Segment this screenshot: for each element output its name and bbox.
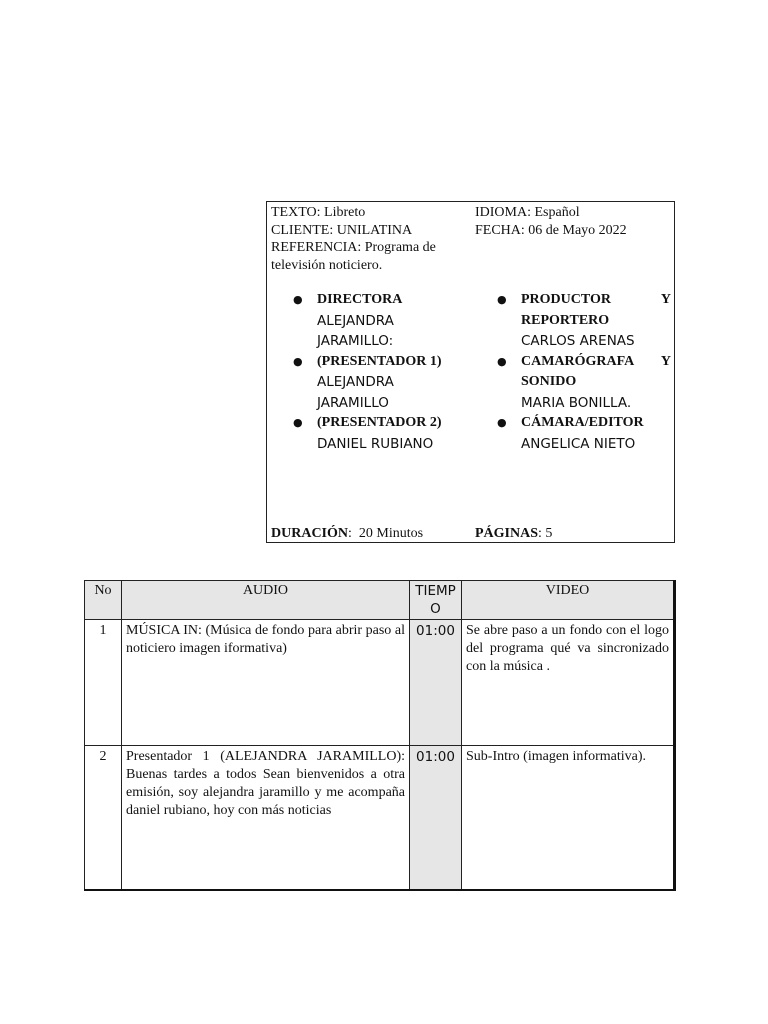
crew-role: DIRECTORA (317, 292, 403, 307)
table-row (85, 746, 675, 891)
duration-line (271, 526, 423, 542)
crew-role: PRODUCTOR Y (521, 292, 671, 307)
texto-value: Libreto (324, 205, 366, 220)
referencia-value: Programa de televisión noticiero. (271, 240, 436, 273)
header-no: No (85, 581, 122, 620)
script-table (84, 580, 676, 891)
texto-line (271, 204, 461, 222)
bullet-icon: ● (497, 416, 507, 429)
crew-name: ALEJANDRA (317, 312, 394, 329)
cliente-value: UNILATINA (336, 222, 413, 238)
bullet-icon: ● (293, 354, 303, 368)
crew-item-directora (293, 290, 458, 352)
info-right-column (475, 204, 665, 239)
crew-item-presentador-2 (293, 413, 458, 454)
crew-name: MARIA BONILLA. (521, 394, 632, 411)
duration-value: : 20 Minutos (348, 526, 424, 541)
time-cell: 01:00 (410, 746, 462, 891)
crew-name: ANGELICA NIETO (521, 435, 636, 452)
idioma-label: IDIOMA: (475, 205, 531, 220)
bullet-icon: ● (293, 416, 303, 429)
duration-label: DURACIÓN (271, 526, 348, 541)
script-info-box (266, 201, 675, 543)
video-cell: Sub-Intro (imagen informativa). (462, 746, 675, 891)
referencia-line (271, 239, 461, 274)
pages-value: : 5 (538, 526, 553, 541)
crew-list-left (293, 290, 458, 454)
fecha-line (475, 222, 665, 240)
time-cell: 01:00 (410, 620, 462, 746)
crew-role: (PRESENTADOR 2) (317, 415, 442, 430)
crew-role: CAMARÓGRAFA Y (521, 353, 671, 369)
crew-item-presentador-1 (293, 352, 458, 414)
crew-name: CARLOS ARENAS (521, 333, 635, 349)
header-audio: AUDIO (122, 581, 410, 620)
row-number: 2 (85, 746, 122, 891)
crew-role-continued: REPORTERO (521, 312, 610, 328)
crew-item-productor (497, 290, 671, 352)
fecha-label: FECHA: (475, 222, 525, 238)
bullet-icon: ● (497, 293, 507, 306)
crew-name: JARAMILLO (317, 394, 389, 411)
crew-name: JARAMILLO: (317, 333, 394, 349)
crew-name: ALEJANDRA (317, 374, 394, 390)
info-left-column (271, 204, 461, 274)
audio-cell: MÚSICA IN: (Música de fondo para abrir paso al noticiero imagen iformativa) (122, 620, 410, 746)
bullet-icon: ● (497, 354, 507, 368)
header-tiempo: TIEMPO (410, 581, 462, 620)
header-video: VIDEO (462, 581, 675, 620)
video-cell: Se abre paso a un fondo con el logo del programa qué va sincronizado con la música . (462, 620, 675, 746)
table-row (85, 620, 675, 746)
pages-line (475, 526, 552, 542)
cliente-label: CLIENTE: (271, 222, 334, 238)
texto-label: TEXTO: (271, 205, 321, 220)
crew-name: DANIEL RUBIANO (317, 435, 434, 452)
crew-role-continued: SONIDO (521, 374, 577, 389)
crew-role: CÁMARA/EDITOR (521, 415, 644, 430)
crew-item-camarografa (497, 352, 671, 414)
bullet-icon: ● (293, 293, 303, 306)
table-header-row (85, 581, 675, 620)
idioma-line (475, 204, 665, 222)
fecha-value: 06 de Mayo 2022 (528, 222, 627, 238)
pages-label: PÁGINAS (475, 526, 539, 541)
crew-item-camara-editor (497, 413, 671, 454)
row-number: 1 (85, 620, 122, 746)
crew-role: (PRESENTADOR 1) (317, 353, 442, 369)
crew-list-right (497, 290, 671, 454)
idioma-value: Español (534, 205, 580, 220)
referencia-label: REFERENCIA: (271, 240, 362, 255)
cliente-line (271, 222, 461, 240)
audio-cell: Presentador 1 (ALEJANDRA JARAMILLO): Buenas tardes a todos Sean bienvenidos a otra emisión, soy alejandra jaramillo y me acompaña daniel rubiano, hoy con más noticias (122, 746, 410, 891)
